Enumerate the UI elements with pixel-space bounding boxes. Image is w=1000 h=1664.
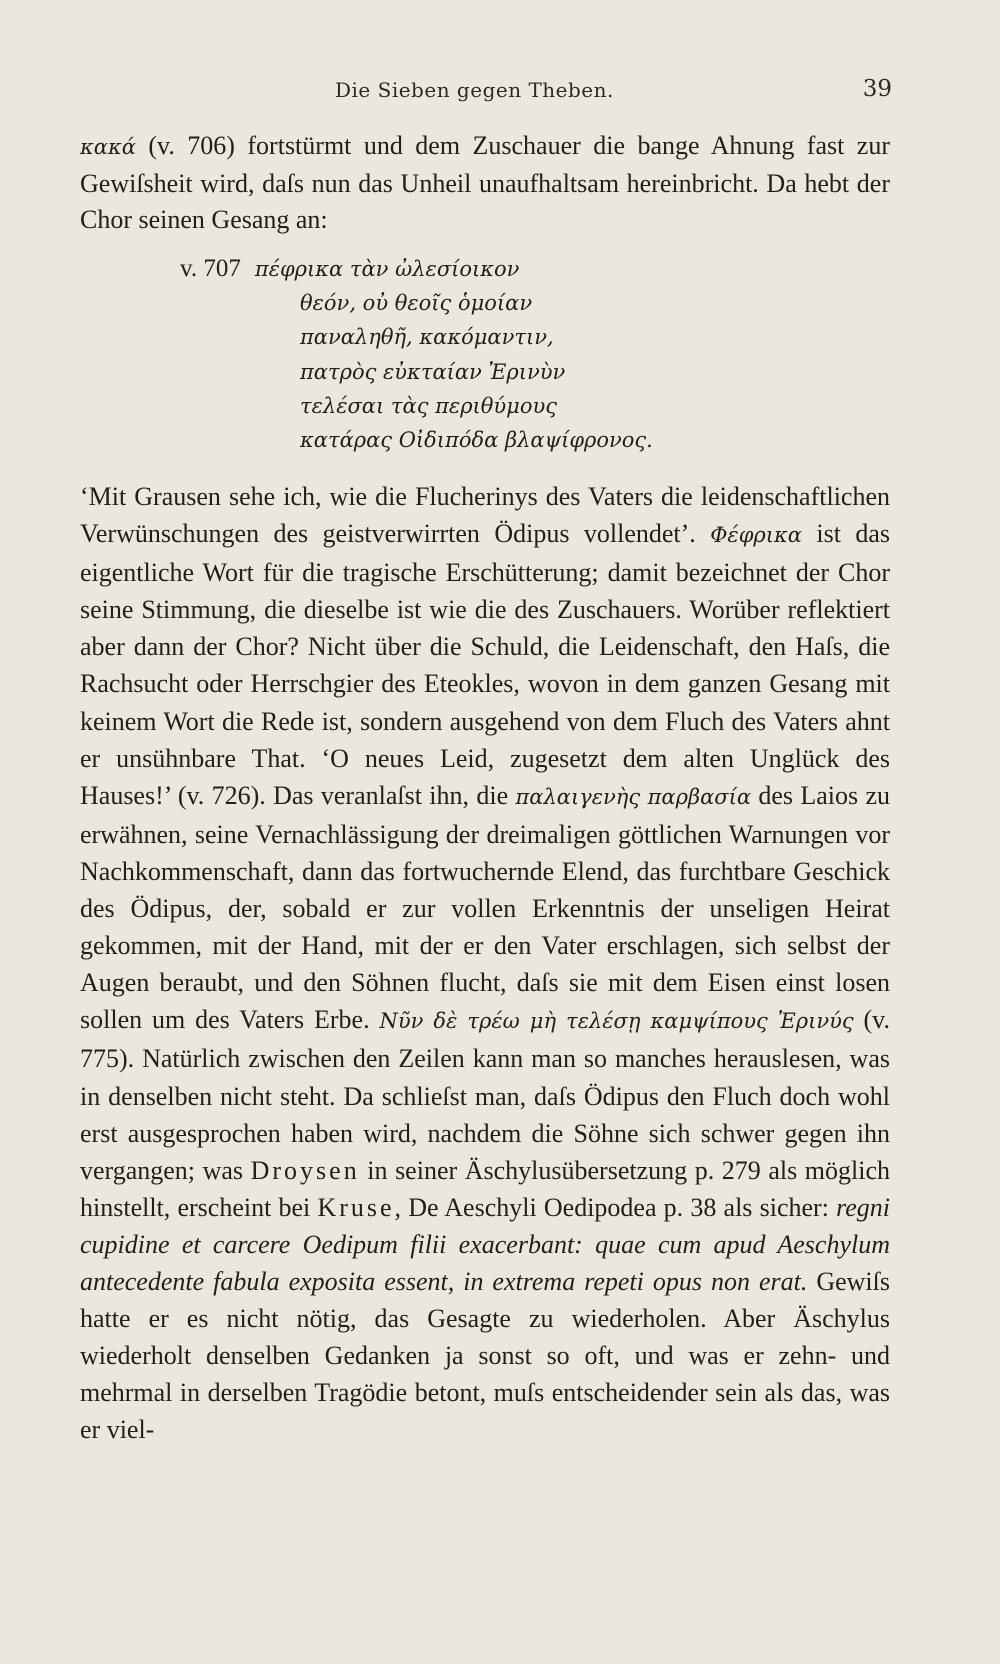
verse-line-6: κατάρας Οἰδιπόδα βλαψίφρονος. bbox=[300, 428, 653, 453]
verse-line-5: τελέσαι τὰς περιθύμους bbox=[300, 393, 558, 418]
verse-text: πέφρικα τὰν ὠλεσίοικον bbox=[254, 257, 520, 281]
main-paragraph bbox=[80, 452, 890, 1474]
greek-term-1: Φέφρικα bbox=[710, 523, 802, 548]
verse-number: v. 707 bbox=[180, 255, 241, 282]
author-name-droysen: Droysen bbox=[250, 1155, 360, 1185]
page-header bbox=[0, 72, 1000, 112]
para-text-3: des Laios zu erwähnen, seine Vernachlässigung der dreimaligen göttlichen Warnungen vor Nachkommenschaft, dann das fortwuchernde Elend, das furchtbare Geschick des Ödipus, der, sobald er zur vollen Erkenntnis der unseligen Heirat gekommen, mit der Hand, mit der er den Vater erschlagen, sich selbst der Augen beraubt, und den Söhnen flucht, daſs sie mit dem Eisen einst losen sollen um des Vaters Erbe. bbox=[80, 780, 891, 1035]
para-text-5: in seiner Äschylusübersetzung p. 279 als möglich hinstellt, erscheint bei bbox=[80, 1155, 890, 1222]
para-text-4: (v. 775). Natürlich zwischen den Zeilen kann man so manches herauslesen, was in denselben nicht steht. Da schlieſst man, daſs Ödipus den Fluch doch wohl erst ausgesprochen haben wird, nachdem die Söhne sich schwer gegen ihn vergangen; was bbox=[80, 1005, 890, 1185]
greek-lead-word: κακά bbox=[80, 135, 136, 159]
intro-text: (v. 706) fortstürmt und dem Zuschauer die bange Ahnung fast zur Gewiſsheit wird, daſs nun das Unheil unaufhaltsam hereinbricht. Da hebt der Chor seinen Gesang an: bbox=[80, 131, 890, 235]
greek-verse-quotation bbox=[180, 252, 740, 457]
intro-paragraph bbox=[80, 128, 890, 239]
verse-line-2: θεόν, οὐ θεοῖς ὁμοίαν bbox=[300, 291, 533, 316]
verse-line-4: πατρὸς εὐκταίαν Ἐρινὺν bbox=[300, 359, 566, 384]
page-number: 39 bbox=[862, 76, 892, 102]
para-text-2: ist das eigentliche Wort für die tragische Erschütterung; damit bezeichnet der Chor seine Stimmung, die dieselbe ist wie die des Zuschauers. Worüber reflektiert aber dann der Chor? Nicht über die Schuld, die Leidenschaft, den Haſs, die Rachsucht oder Herrschgier des Eteokles, wovon in dem ganzen Gesang mit keinem Wort die Rede ist, sondern ausgehend von dem Fluch des Vaters ahnt er unsühnbare That. ‘O neues Leid, zugesetzt dem alten Unglück des Hauses!’ (v. 726). Das veranlaſst ihn, die bbox=[80, 519, 890, 810]
latin-quote: regni cupidine et carcere Oedipum filii exacerbant: quae cum apud Aeschylum antecedente fabula exposita essent, in extrema repeti opus non erat. bbox=[80, 1192, 891, 1296]
verse-line-3: παναληθῆ, κακόμαντιν, bbox=[300, 325, 554, 350]
para-text-7: Gewiſs hatte er es nicht nötig, das Gesagte zu wiederholen. Aber Äschylus wiederholt denselben Gedanken ja sonst so oft, und was er zehn- und mehrmal in derselben Tragödie betont, muſs entscheidender sein als das, was er viel- bbox=[80, 1266, 890, 1445]
author-name-kruse: Kruse bbox=[317, 1192, 395, 1222]
greek-term-2: παλαιγενὴς παρβασία bbox=[515, 784, 752, 809]
greek-quote-3: Νῦν δὲ τρέω μὴ τελέσῃ καμψίπους Ἐρινύς bbox=[379, 1009, 854, 1034]
running-title: Die Sieben gegen Theben. bbox=[335, 78, 614, 102]
verse-line-1 bbox=[180, 252, 740, 286]
para-text-1: ‘Mit Grausen sehe ich, wie die Flucherinys des Vaters die leidenschaftlichen Verwünschungen des geistverwirrten Ödipus vollendet’. bbox=[80, 482, 890, 549]
para-text-6: , De Aeschyli Oedipodea p. 38 als sicher: bbox=[394, 1192, 837, 1222]
